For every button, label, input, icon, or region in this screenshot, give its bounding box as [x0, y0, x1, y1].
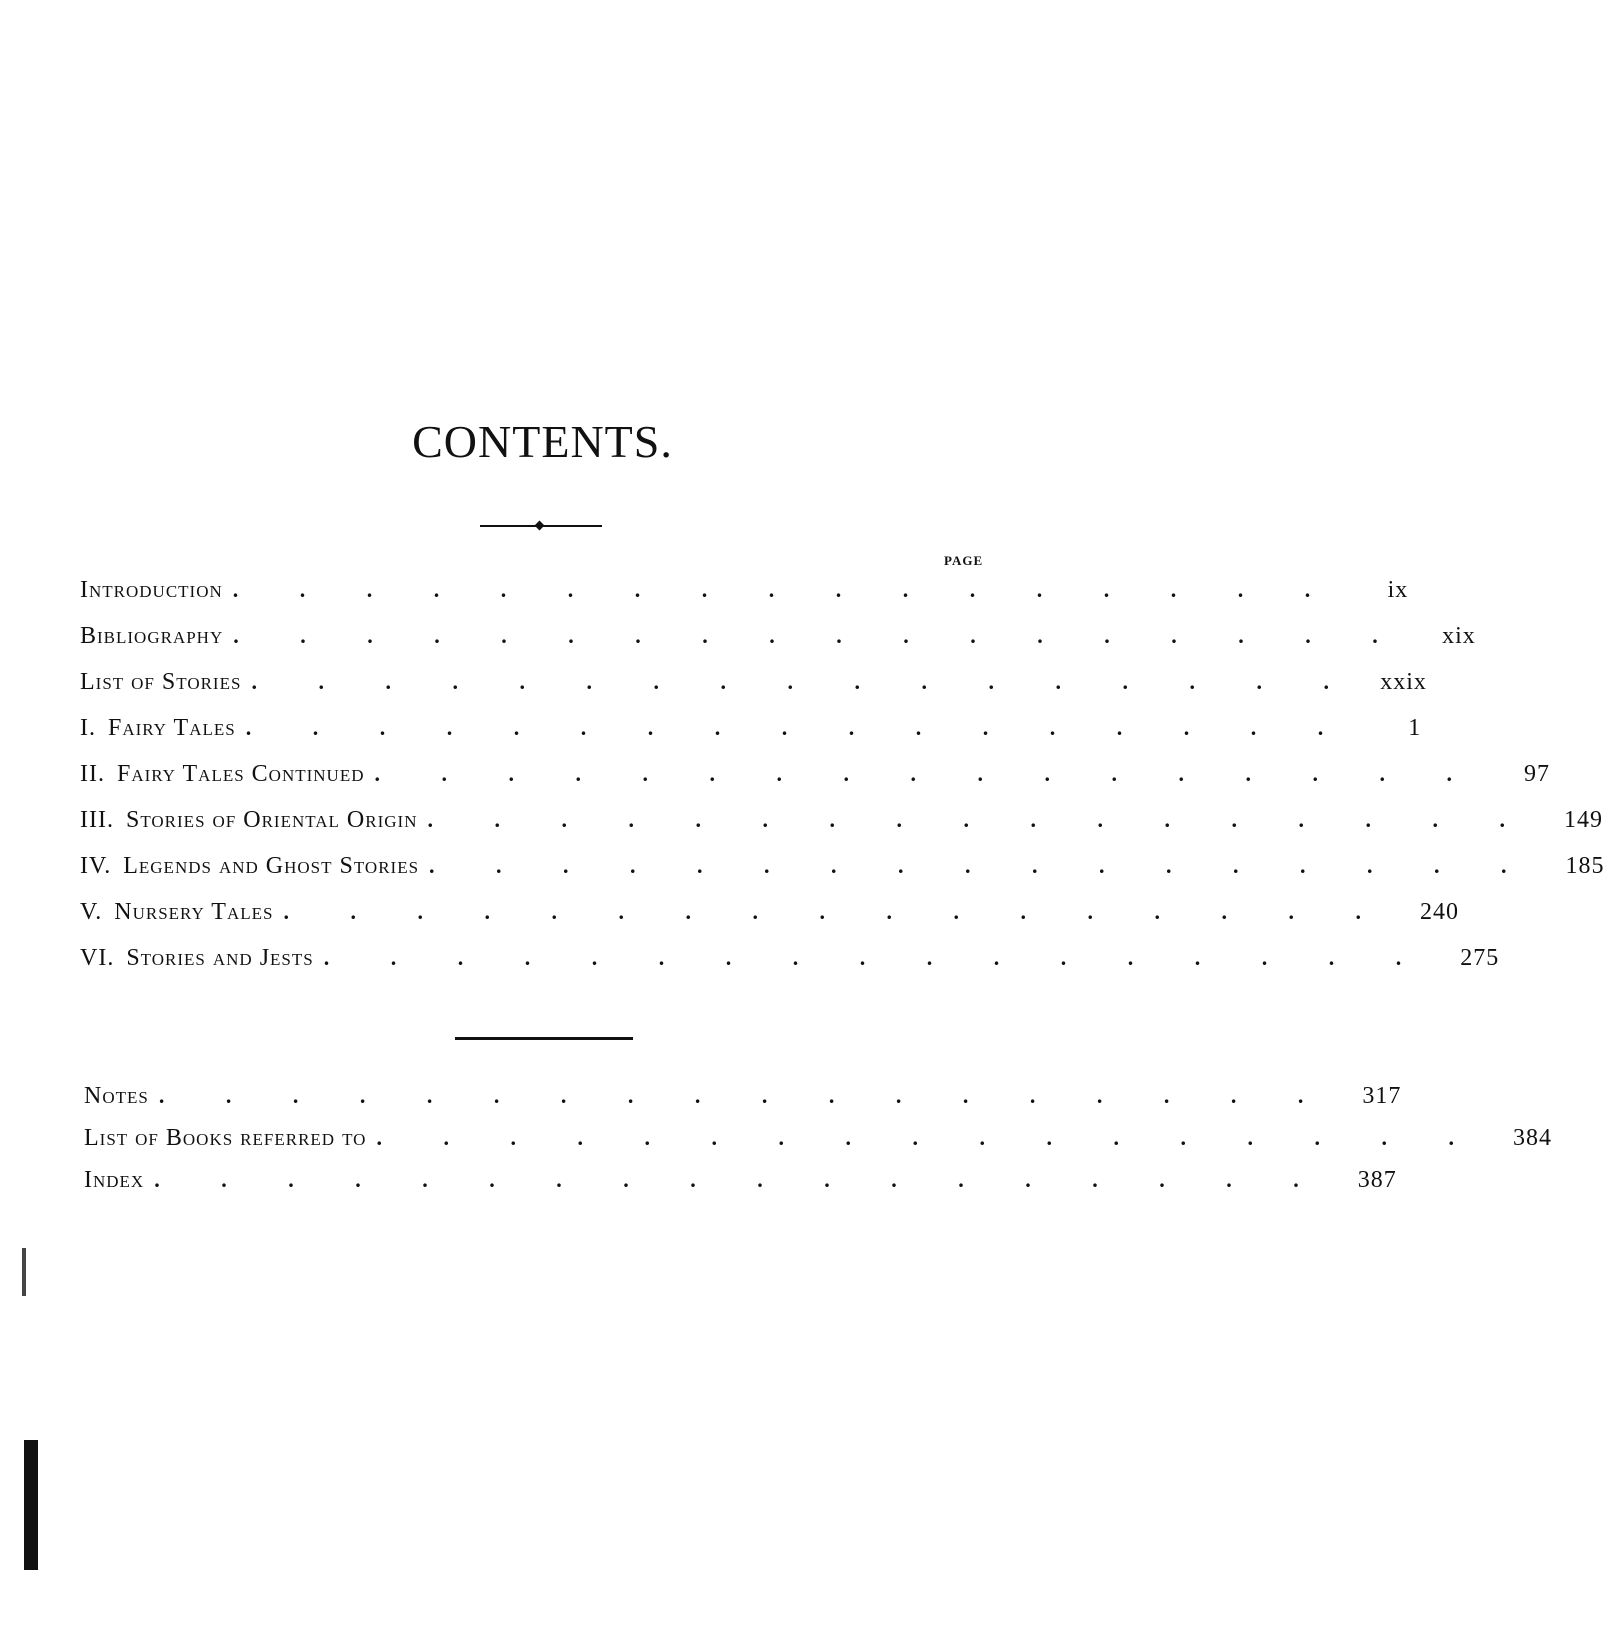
- ornament-diamond-icon: [535, 521, 545, 531]
- toc-entry-label: Notes: [84, 1083, 149, 1109]
- toc-entry-label: Fairy Tales: [108, 715, 236, 741]
- scan-binding-shadow: [24, 1440, 38, 1570]
- toc-entry-page: 387: [1357, 1167, 1397, 1193]
- toc-entry-label: Bibliography: [80, 623, 224, 649]
- toc-entry-bibliography[interactable]: [80, 623, 1476, 663]
- dot-leader: . . . . . . . . . . . . . . . . . .: [233, 623, 1406, 648]
- dot-leader: . . . . . . . . . . . . . . . . .: [232, 577, 1339, 602]
- toc-entry-page: 149: [1563, 807, 1603, 833]
- toc-entry-page: 317: [1362, 1083, 1402, 1109]
- chapter-numeral: VI.: [80, 945, 115, 971]
- toc-entry-label: List of Books referred to: [84, 1125, 367, 1151]
- dot-leader: . . . . . . . . . . . . . . . . . .: [154, 1167, 1327, 1192]
- toc-entry-label: Stories and Jests: [126, 945, 314, 971]
- toc-entry-page: 97: [1524, 761, 1550, 787]
- toc-entry-list-of-stories[interactable]: [80, 669, 1427, 709]
- toc-entry-index[interactable]: [84, 1167, 1397, 1207]
- page-column-header: PAGE: [944, 553, 984, 568]
- title-ornament: [480, 520, 602, 532]
- toc-entry-chapter-1[interactable]: [80, 715, 1422, 755]
- dot-leader: . . . . . . . . . . . . . . . . .: [251, 669, 1357, 694]
- toc-entry-chapter-3[interactable]: [80, 807, 1603, 847]
- chapter-numeral: IV.: [80, 853, 112, 879]
- toc-entry-page: 275: [1460, 945, 1500, 971]
- toc-entry-chapter-2[interactable]: [80, 761, 1550, 801]
- chapter-numeral: III.: [80, 807, 114, 833]
- toc-entry-page: ix: [1387, 577, 1409, 603]
- toc-entry-page: xix: [1442, 623, 1476, 649]
- toc-entry-introduction[interactable]: [80, 577, 1409, 617]
- toc-entry-label: Introduction: [80, 577, 223, 603]
- dot-leader: . . . . . . . . . . . . . . . . .: [429, 853, 1535, 878]
- toc-entry-page: 1: [1408, 715, 1422, 741]
- dot-leader: . . . . . . . . . . . . . . . . .: [427, 807, 1533, 832]
- toc-entry-chapter-5[interactable]: [80, 899, 1459, 939]
- dot-leader: . . . . . . . . . . . . . . . . .: [376, 1125, 1482, 1150]
- chapter-numeral: I.: [80, 715, 96, 741]
- scan-edge-mark: [22, 1248, 26, 1296]
- toc-entry-page: 185: [1565, 853, 1605, 879]
- toc-entry-page: xxix: [1380, 669, 1427, 695]
- toc-entry-label: Fairy Tales Continued: [116, 761, 365, 787]
- toc-entry-label: Index: [84, 1167, 145, 1193]
- toc-entry-notes[interactable]: [84, 1083, 1402, 1123]
- toc-entry-label: Legends and Ghost Stories: [123, 853, 420, 879]
- chapter-numeral: V.: [80, 899, 103, 925]
- dot-leader: . . . . . . . . . . . . . . . . .: [323, 945, 1430, 970]
- toc-entry-page: 384: [1512, 1125, 1552, 1151]
- toc-entry-label: Stories of Oriental Origin: [125, 807, 418, 833]
- toc-entry-chapter-4[interactable]: [80, 853, 1605, 893]
- page-title: CONTENTS.: [412, 416, 673, 467]
- toc-entry-label: Nursery Tales: [114, 899, 274, 925]
- toc-entry-chapter-6[interactable]: [80, 945, 1500, 985]
- toc-entry-books-referred[interactable]: [84, 1125, 1552, 1165]
- toc-entry-page: 240: [1419, 899, 1459, 925]
- section-divider: [455, 1037, 633, 1040]
- chapter-numeral: II.: [80, 761, 105, 787]
- dot-leader: . . . . . . . . . . . . . . . . .: [283, 899, 1389, 924]
- dot-leader: . . . . . . . . . . . . . . . . .: [245, 715, 1352, 740]
- toc-entry-label: List of Stories: [80, 669, 242, 695]
- dot-leader: . . . . . . . . . . . . . . . . .: [374, 761, 1480, 786]
- dot-leader: . . . . . . . . . . . . . . . . . .: [158, 1083, 1332, 1108]
